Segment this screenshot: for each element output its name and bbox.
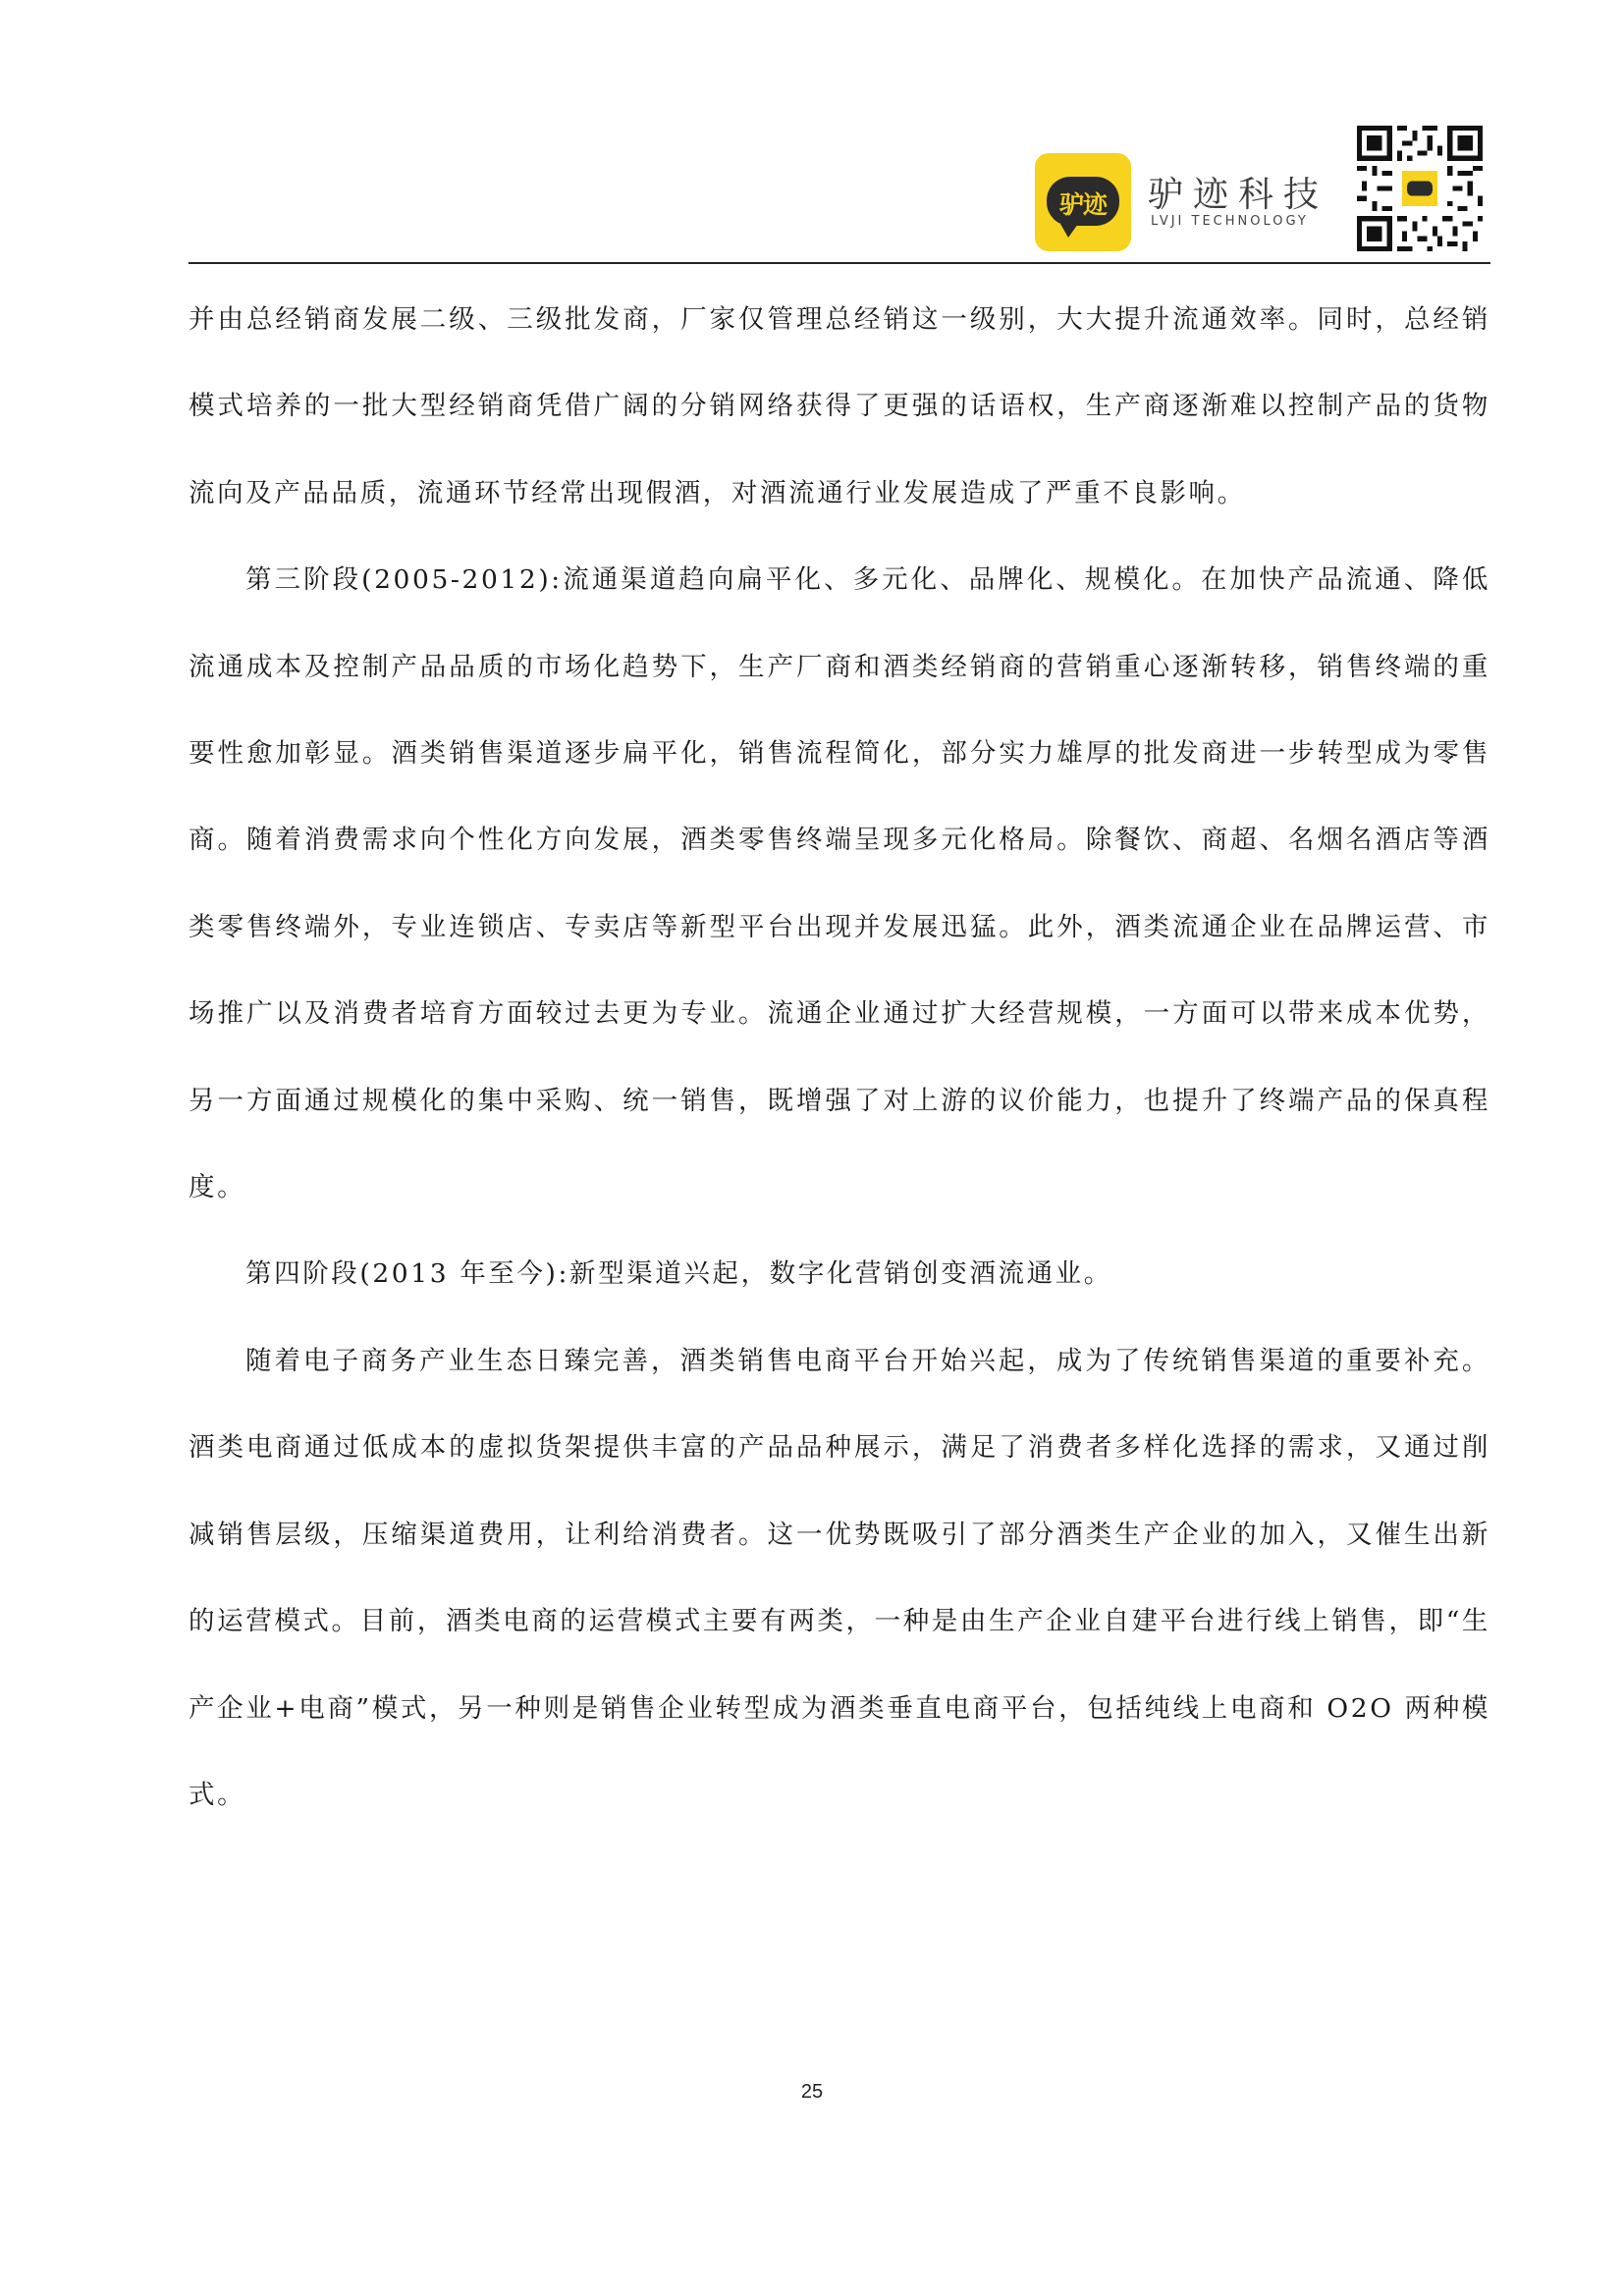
brand-name-en: LVJI TECHNOLOGY (1151, 214, 1309, 229)
paragraph-stage-four-heading: 第四阶段(2013 年至今):新型渠道兴起，数字化营销创变酒流通业。 (245, 1258, 1112, 1290)
qr-code-icon (1357, 126, 1483, 251)
paragraph-continuation: 并由总经销商发展二级、三级批发商，厂家仅管理总经销这一级别，大大提升流通效率。同时，总经销模式培养的一批大型经销商凭借广阔的分销网络获得了更强的话语权，生产商逐渐难以控制产品的货物流向及产品品质，流通环节经常出现假酒，对酒流通行业发展造成了严重不良影响。 (189, 304, 1490, 508)
page-header (189, 118, 1490, 263)
brand-logo-icon (1035, 153, 1131, 251)
page-number: 25 (800, 2081, 824, 2103)
brand-name-cn: 驴迹科技 (1148, 175, 1329, 215)
speech-bubble-icon (1047, 177, 1119, 226)
header-divider (189, 262, 1490, 264)
logo-badge-text: 驴迹 (1058, 190, 1107, 219)
document-body (189, 277, 1490, 1839)
paragraph-ecommerce: 随着电子商务产业生态日臻完善，酒类销售电商平台开始兴起，成为了传统销售渠道的重要补充。酒类电商通过低成本的虚拟货架提供丰富的产品品种展示，满足了消费者多样化选择的需求，又通过削减销售层级，压缩渠道费用，让利给消费者。这一优势既吸引了部分酒类生产企业的加入，又催生出新的运营模式。目前，酒类电商的运营模式主要有两类，一种是由生产企业自建平台进行线上销售，即“生产企业+电商”模式，另一种则是销售企业转型成为酒类垂直电商平台，包括纯线上电商和 O2O 两种模式。 (189, 1345, 1490, 1810)
paragraph-stage-three: 第三阶段(2005-2012):流通渠道趋向扁平化、多元化、品牌化、规模化。在加快产品流通、降低流通成本及控制产品品质的市场化趋势下，生产厂商和酒类经销商的营销重心逐渐转移，销售终端的重要性愈加彰显。酒类销售渠道逐步扁平化，销售流程简化，部分实力雄厚的批发商进一步转型成为零售商。随着消费需求向个性化方向发展，酒类零售终端呈现多元化格局。除餐饮、商超、名烟名酒店等酒类零售终端外，专业连锁店、专卖店等新型平台出现并发展迅猛。此外，酒类流通企业在品牌运营、市场推广以及消费者培育方面较过去更为专业。流通企业通过扩大经营规模，一方面可以带来成本优势，另一方面通过规模化的集中采购、统一销售，既增强了对上游的议价能力，也提升了终端产品的保真程度。 (189, 564, 1490, 1203)
